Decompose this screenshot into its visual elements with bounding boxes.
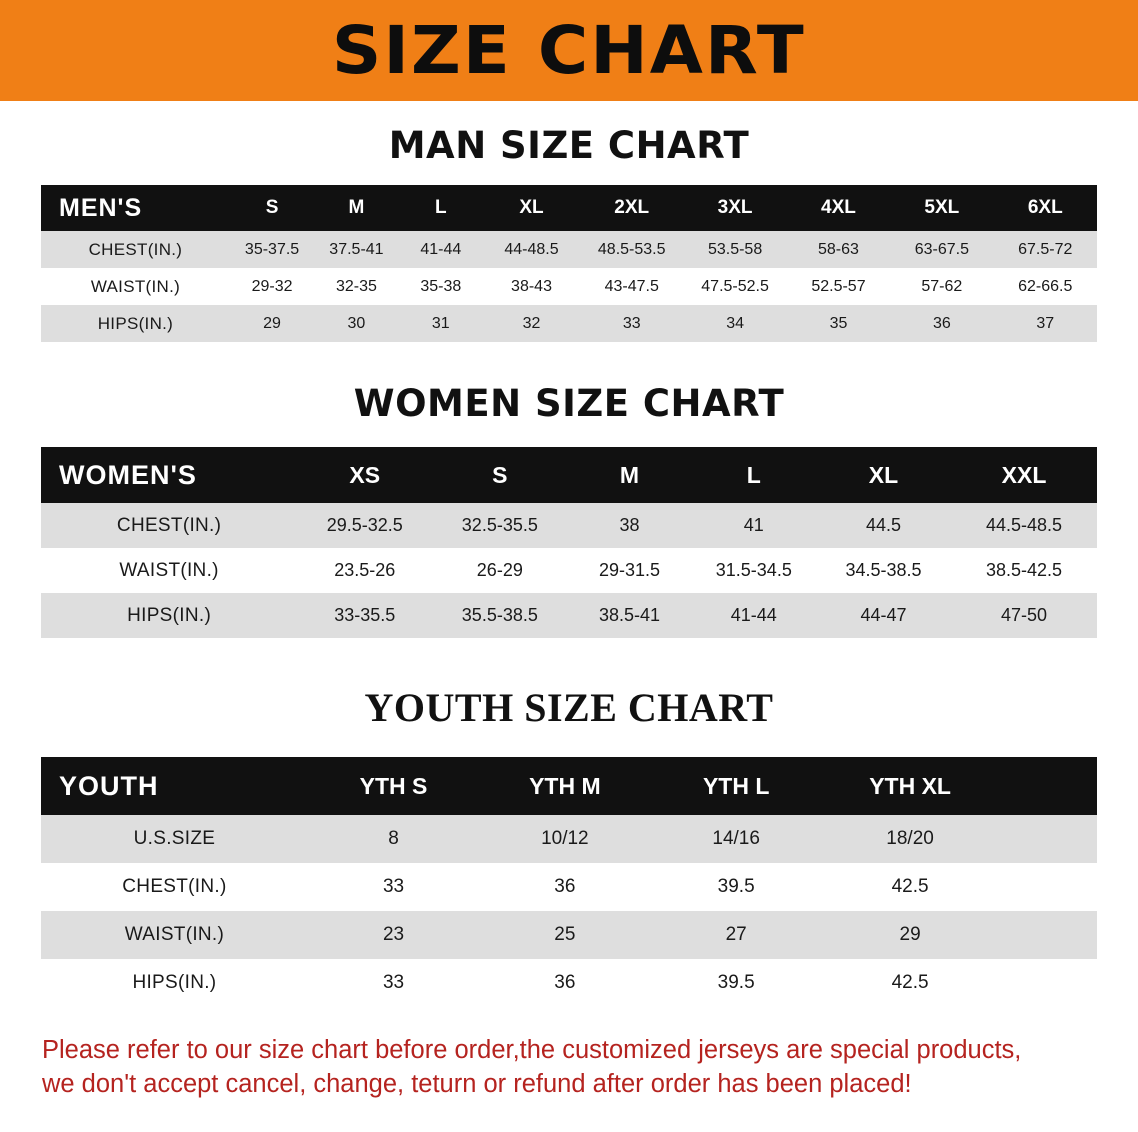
- man-section-heading: MAN SIZE CHART: [388, 124, 750, 167]
- youth-row-label-hips: HIPS(IN.): [41, 959, 308, 1007]
- man-waist-6xl: 62-66.5: [994, 268, 1097, 305]
- disclaimer-line-1: Please refer to our size chart before order,the customized jerseys are special products,: [42, 1036, 1022, 1064]
- man-header-size-m: M: [314, 185, 398, 231]
- youth-chest-s: 33: [308, 863, 479, 911]
- youth-header-label: YOUTH: [41, 757, 308, 815]
- women-header-size-xs: XS: [297, 447, 432, 503]
- table-row: [41, 503, 1097, 548]
- man-waist-2xl: 43-47.5: [580, 268, 683, 305]
- man-chest-6xl: 67.5-72: [994, 231, 1097, 268]
- man-hips-6xl: 37: [994, 305, 1097, 342]
- women-hips-xs: 33-35.5: [297, 593, 432, 638]
- women-waist-s: 26-29: [432, 548, 567, 593]
- table-row: [41, 231, 1097, 268]
- women-chest-xxl: 44.5-48.5: [951, 503, 1097, 548]
- table-row: [41, 959, 1097, 1007]
- youth-chest-spacer: [998, 863, 1097, 911]
- youth-header-size-l: YTH L: [651, 757, 822, 815]
- man-waist-4xl: 52.5-57: [787, 268, 890, 305]
- women-hips-m: 38.5-41: [567, 593, 691, 638]
- man-hips-2xl: 33: [580, 305, 683, 342]
- man-header-size-l: L: [399, 185, 483, 231]
- man-chest-2xl: 48.5-53.5: [580, 231, 683, 268]
- man-chest-4xl: 58-63: [787, 231, 890, 268]
- youth-header-row: [41, 757, 1097, 815]
- women-table-head: [41, 447, 1097, 503]
- man-chest-s: 35-37.5: [230, 231, 314, 268]
- man-hips-4xl: 35: [787, 305, 890, 342]
- women-chest-l: 41: [692, 503, 816, 548]
- man-table-wrap: [0, 185, 1138, 342]
- table-row: [41, 593, 1097, 638]
- women-header-size-xxl: XXL: [951, 447, 1097, 503]
- man-waist-3xl: 47.5-52.5: [683, 268, 786, 305]
- youth-chest-l: 39.5: [651, 863, 822, 911]
- women-chest-xs: 29.5-32.5: [297, 503, 432, 548]
- youth-ussize-xl: 18/20: [822, 815, 999, 863]
- youth-header-size-m: YTH M: [479, 757, 650, 815]
- women-header-size-s: S: [432, 447, 567, 503]
- women-waist-xxl: 38.5-42.5: [951, 548, 1097, 593]
- youth-ussize-s: 8: [308, 815, 479, 863]
- women-hips-s: 35.5-38.5: [432, 593, 567, 638]
- man-header-label: MEN'S: [41, 185, 230, 231]
- man-header-size-s: S: [230, 185, 314, 231]
- youth-ussize-spacer: [998, 815, 1097, 863]
- youth-section-heading: YOUTH SIZE CHART: [364, 685, 774, 730]
- man-chest-xl: 44-48.5: [483, 231, 580, 268]
- youth-row-label-chest: CHEST(IN.): [41, 863, 308, 911]
- youth-table-wrap: [0, 757, 1138, 1007]
- women-table-wrap: [0, 447, 1138, 638]
- table-row: [41, 863, 1097, 911]
- table-row: [41, 911, 1097, 959]
- man-row-label-chest: CHEST(IN.): [41, 231, 230, 268]
- size-chart-banner: [0, 0, 1138, 101]
- man-waist-m: 32-35: [314, 268, 398, 305]
- table-row: [41, 815, 1097, 863]
- youth-waist-l: 27: [651, 911, 822, 959]
- table-row: [41, 268, 1097, 305]
- youth-hips-spacer: [998, 959, 1097, 1007]
- page-title: SIZE CHART: [332, 11, 806, 89]
- youth-row-label-waist: WAIST(IN.): [41, 911, 308, 959]
- women-waist-m: 29-31.5: [567, 548, 691, 593]
- women-chest-m: 38: [567, 503, 691, 548]
- youth-chest-xl: 42.5: [822, 863, 999, 911]
- women-waist-xs: 23.5-26: [297, 548, 432, 593]
- table-row: [41, 305, 1097, 342]
- youth-hips-s: 33: [308, 959, 479, 1007]
- youth-waist-xl: 29: [822, 911, 999, 959]
- women-waist-xl: 34.5-38.5: [816, 548, 951, 593]
- man-header-row: [41, 185, 1097, 231]
- disclaimer-line-2: we don't accept cancel, change, teturn or refund after order has been placed!: [42, 1070, 912, 1099]
- women-table-body: [41, 503, 1097, 638]
- man-chest-l: 41-44: [399, 231, 483, 268]
- youth-waist-spacer: [998, 911, 1097, 959]
- man-header-size-3xl: 3XL: [683, 185, 786, 231]
- youth-chest-m: 36: [479, 863, 650, 911]
- man-chest-m: 37.5-41: [314, 231, 398, 268]
- youth-table-head: [41, 757, 1097, 815]
- women-section-heading: WOMEN SIZE CHART: [353, 382, 785, 425]
- women-hips-l: 41-44: [692, 593, 816, 638]
- man-waist-xl: 38-43: [483, 268, 580, 305]
- man-table-head: [41, 185, 1097, 231]
- women-row-label-waist: WAIST(IN.): [41, 548, 297, 593]
- women-row-label-hips: HIPS(IN.): [41, 593, 297, 638]
- man-hips-s: 29: [230, 305, 314, 342]
- man-hips-m: 30: [314, 305, 398, 342]
- man-header-size-5xl: 5XL: [890, 185, 993, 231]
- man-size-table: [41, 185, 1097, 342]
- women-header-size-m: M: [567, 447, 691, 503]
- women-hips-xxl: 47-50: [951, 593, 1097, 638]
- table-row: [41, 548, 1097, 593]
- women-chest-s: 32.5-35.5: [432, 503, 567, 548]
- man-table-body: [41, 231, 1097, 342]
- youth-hips-l: 39.5: [651, 959, 822, 1007]
- youth-hips-m: 36: [479, 959, 650, 1007]
- women-header-size-l: L: [692, 447, 816, 503]
- man-row-label-waist: WAIST(IN.): [41, 268, 230, 305]
- women-header-label: WOMEN'S: [41, 447, 297, 503]
- women-header-size-xl: XL: [816, 447, 951, 503]
- youth-header-spacer: [998, 757, 1097, 815]
- man-chest-3xl: 53.5-58: [683, 231, 786, 268]
- man-waist-l: 35-38: [399, 268, 483, 305]
- youth-ussize-m: 10/12: [479, 815, 650, 863]
- man-header-size-4xl: 4XL: [787, 185, 890, 231]
- man-waist-5xl: 57-62: [890, 268, 993, 305]
- youth-hips-xl: 42.5: [822, 959, 999, 1007]
- disclaimer-note: [0, 1033, 1138, 1102]
- man-waist-s: 29-32: [230, 268, 314, 305]
- youth-header-size-s: YTH S: [308, 757, 479, 815]
- women-waist-l: 31.5-34.5: [692, 548, 816, 593]
- man-row-label-hips: HIPS(IN.): [41, 305, 230, 342]
- women-hips-xl: 44-47: [816, 593, 951, 638]
- man-hips-5xl: 36: [890, 305, 993, 342]
- man-header-size-xl: XL: [483, 185, 580, 231]
- youth-size-table: [41, 757, 1097, 1007]
- man-hips-l: 31: [399, 305, 483, 342]
- man-header-size-2xl: 2XL: [580, 185, 683, 231]
- youth-table-body: [41, 815, 1097, 1007]
- women-chest-xl: 44.5: [816, 503, 951, 548]
- man-hips-3xl: 34: [683, 305, 786, 342]
- youth-header-size-xl: YTH XL: [822, 757, 999, 815]
- women-size-table: [41, 447, 1097, 638]
- man-hips-xl: 32: [483, 305, 580, 342]
- man-chest-5xl: 63-67.5: [890, 231, 993, 268]
- youth-row-label-ussize: U.S.SIZE: [41, 815, 308, 863]
- youth-waist-m: 25: [479, 911, 650, 959]
- women-header-row: [41, 447, 1097, 503]
- women-row-label-chest: CHEST(IN.): [41, 503, 297, 548]
- man-header-size-6xl: 6XL: [994, 185, 1097, 231]
- youth-ussize-l: 14/16: [651, 815, 822, 863]
- youth-waist-s: 23: [308, 911, 479, 959]
